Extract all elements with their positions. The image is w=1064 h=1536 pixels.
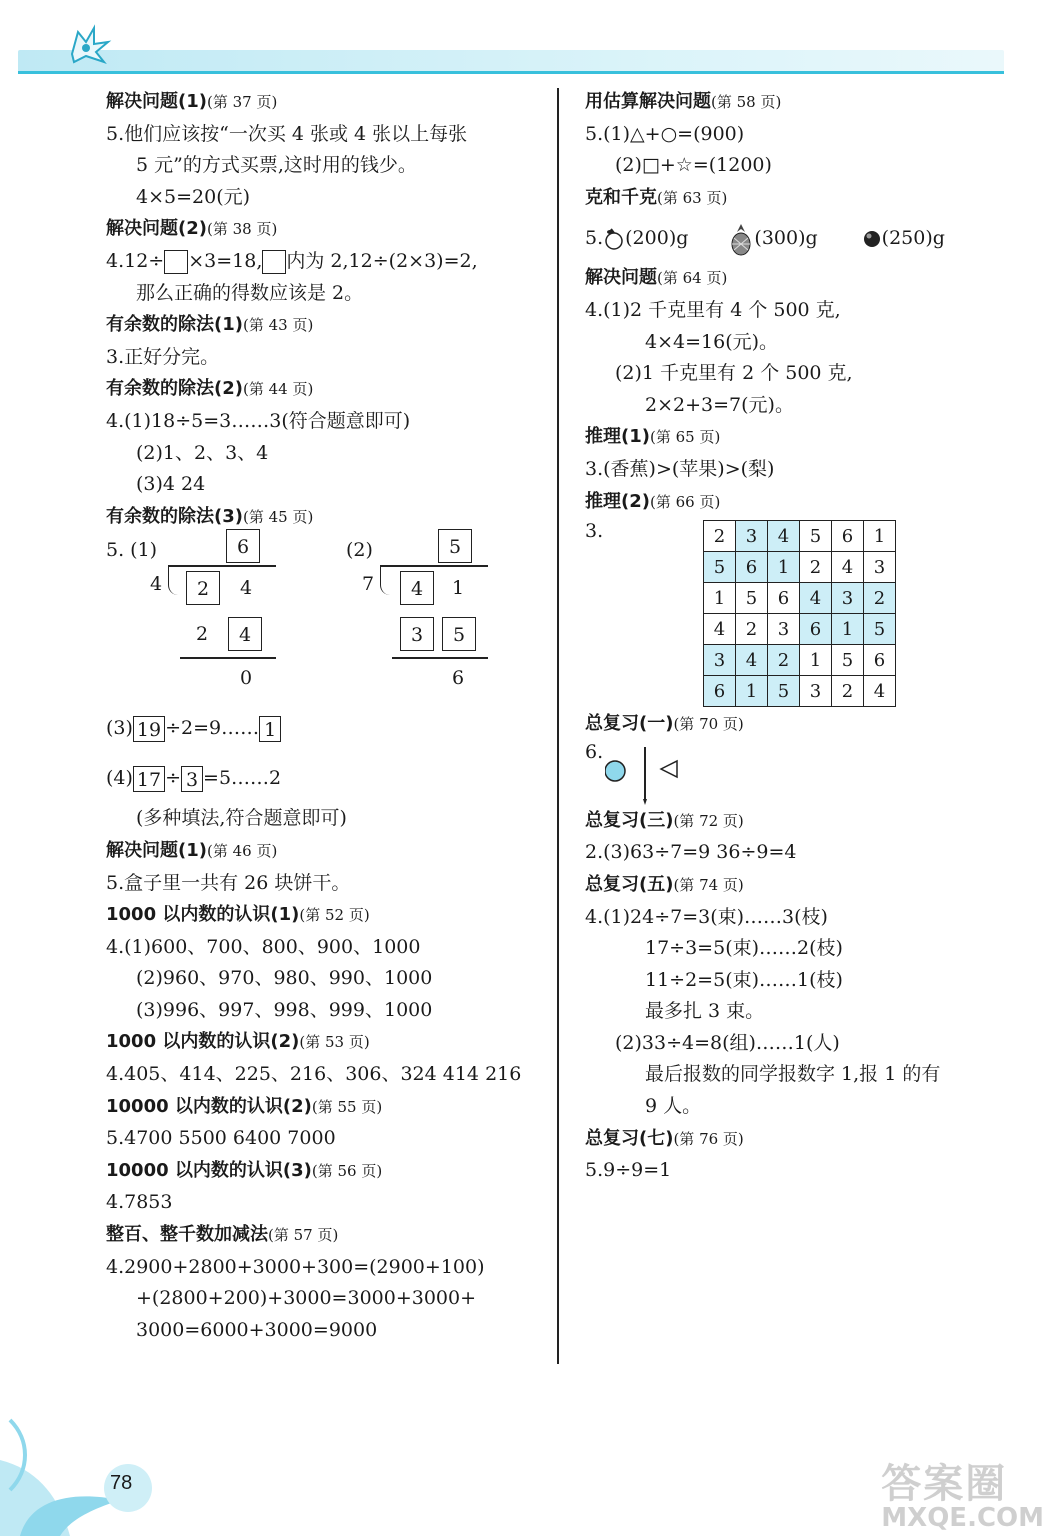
division-bracket — [168, 565, 179, 595]
star-logo-icon — [64, 24, 112, 64]
watermark-line2: MXQE.COM — [881, 1503, 1044, 1533]
grid-cell: 5 — [768, 676, 800, 707]
grid-cell: 4 — [864, 676, 896, 707]
subtraction-bar — [180, 657, 276, 659]
b3-box2: 1 — [259, 716, 281, 742]
answer-line: (2)1、2、3、4 — [136, 441, 269, 464]
heading-page: (第 70 页) — [673, 715, 744, 734]
quotient-box: 6 — [226, 529, 260, 563]
dividend-box: 4 — [400, 571, 434, 605]
answer-line: 最后报数的同学报数字 1,报 1 的有 — [645, 1063, 941, 1086]
heading-page: (第 43 页) — [242, 316, 314, 335]
grid-cell: 3 — [704, 645, 736, 676]
quotient-box: 5 — [438, 529, 472, 563]
fruit-prefix: 5. — [585, 227, 604, 250]
grid-cell: 3 — [832, 583, 864, 614]
section-heading — [585, 708, 1045, 741]
grid-cell: 2 — [704, 521, 736, 552]
watermark-line1: 答案圈 — [881, 1461, 1008, 1507]
grid-cell: 2 — [800, 552, 832, 583]
heading-page: (第 44 页) — [242, 380, 314, 399]
grid-row — [704, 614, 896, 645]
circle-shape — [605, 761, 625, 781]
heading-page: (第 45 页) — [242, 507, 314, 526]
heading-text: 总复习(一) — [585, 713, 674, 735]
grid-cell: 6 — [704, 676, 736, 707]
page-number: 78 — [110, 1472, 133, 1494]
answer-line: 3.(香蕉)>(苹果)>(梨) — [585, 457, 775, 480]
grid-row — [704, 645, 896, 676]
b4-post: =5……2 — [203, 767, 282, 790]
heading-page: (第 56 页) — [311, 1161, 383, 1180]
fruit-value-1: (200)g — [625, 227, 689, 250]
answer-line-q4 — [106, 246, 546, 278]
grid-cell: 5 — [704, 552, 736, 583]
b4-mid: ÷ — [165, 767, 182, 790]
product-box: 5 — [442, 617, 476, 651]
grid-cell: 6 — [768, 583, 800, 614]
answer-line: 4×4=16(元)。 — [645, 330, 779, 353]
section-heading — [106, 1219, 546, 1252]
column-divider — [557, 88, 559, 1364]
section-heading — [106, 1091, 546, 1124]
section-heading — [106, 309, 546, 342]
division-label-2: (2) — [346, 539, 373, 562]
grid-cell: 1 — [864, 521, 896, 552]
heading-text: 有余数的除法(2) — [106, 378, 243, 400]
heading-page: (第 53 页) — [299, 1033, 370, 1052]
answer-line: 4.(1)18÷5=3……3(符合题意即可) — [106, 409, 411, 432]
heading-text: 解决问题(1) — [106, 91, 207, 112]
grid-cell: 6 — [832, 521, 864, 552]
fruit-line — [585, 214, 1045, 262]
heading-text: 解决问题(1) — [106, 839, 207, 861]
answer-line: 4.7853 — [106, 1191, 173, 1214]
grid-cell: 4 — [704, 614, 736, 645]
heading-page: (第 65 页) — [649, 428, 721, 447]
q4-part-c: 内为 2,12÷(2×3)=2, — [286, 249, 478, 272]
header-band — [18, 50, 1004, 72]
heading-text: 用估算解决问题 — [585, 91, 711, 112]
boxed-equation — [106, 703, 546, 753]
answer-line: 4.2900+2800+3000+300=(2900+100) — [106, 1255, 485, 1278]
b3-mid: ÷2=9…… — [165, 717, 260, 740]
b4-box2: 3 — [181, 766, 203, 792]
section-heading — [585, 421, 1045, 454]
divisor: 4 — [150, 573, 163, 596]
section-heading — [106, 501, 546, 534]
subtraction-bar — [392, 657, 488, 659]
answer-line: 5.4700 5500 6400 7000 — [106, 1127, 336, 1150]
answer-line: (3)4 24 — [136, 473, 206, 496]
heading-text: 总复习(七) — [585, 1127, 674, 1149]
grid-cell: 5 — [800, 521, 832, 552]
heading-text: 推理(1) — [585, 426, 650, 448]
b4-pre: (4) — [106, 767, 133, 790]
grid-cell: 2 — [832, 676, 864, 707]
grid-row — [704, 676, 896, 707]
grid-cell: 4 — [736, 645, 768, 676]
heading-page: (第 76 页) — [673, 1129, 744, 1148]
long-division-area — [106, 533, 546, 703]
b4-box1: 17 — [133, 766, 165, 792]
answer-line: (3)996、997、998、999、1000 — [136, 998, 433, 1021]
grid-cell: 5 — [832, 645, 864, 676]
section-heading — [585, 182, 1045, 215]
grid-cell: 1 — [768, 552, 800, 583]
section-heading — [585, 486, 1045, 519]
sudoku-grid — [703, 520, 896, 707]
answer-line: 4.(1)24÷7=3(束)……3(枝) — [585, 905, 828, 928]
empty-box — [164, 250, 188, 274]
product-box: 4 — [228, 617, 262, 651]
answer-line: 9 人。 — [645, 1095, 702, 1118]
heading-text: 整百、整千数加减法 — [106, 1224, 268, 1246]
answer-line: 5.9÷9=1 — [585, 1159, 672, 1182]
grid-cell: 2 — [864, 583, 896, 614]
watermark — [881, 1452, 1044, 1533]
section-heading — [106, 1026, 546, 1059]
heading-text: 解决问题(2) — [106, 218, 207, 240]
grid-label: 3. — [585, 520, 604, 543]
divisor: 7 — [362, 573, 375, 596]
answer-line: 4.(1)600、700、800、900、1000 — [106, 935, 421, 958]
left-column — [106, 86, 546, 1346]
answer-line: 3000=6000+3000=9000 — [136, 1318, 378, 1341]
answer-line: (多种填法,符合题意即可) — [136, 807, 347, 830]
grid-cell: 6 — [800, 614, 832, 645]
answer-line: 4.(1)2 千克里有 4 个 500 克, — [585, 298, 841, 321]
remainder: 0 — [240, 667, 253, 690]
grid-cell: 1 — [736, 676, 768, 707]
answer-line: 2×2+3=7(元)。 — [645, 393, 794, 416]
grid-cell: 5 — [864, 614, 896, 645]
section-heading — [585, 262, 1045, 295]
empty-box — [262, 250, 286, 274]
fruit-value-3: (250)g — [881, 227, 945, 250]
answer-line: 5.他们应该按“一次买 4 张或 4 张以上每张 — [106, 122, 468, 145]
heading-page: (第 57 页) — [268, 1226, 339, 1245]
grid-cell: 4 — [832, 552, 864, 583]
section-heading — [106, 373, 546, 406]
grid-cell: 1 — [800, 645, 832, 676]
grid-cell: 3 — [768, 614, 800, 645]
q4-part-a: 4.12÷ — [106, 249, 165, 272]
heading-text: 10000 以内数的认识(2) — [106, 1095, 312, 1117]
grid-cell: 4 — [768, 521, 800, 552]
answer-line: 5.盒子里一共有 26 块饼干。 — [106, 871, 351, 894]
section-heading — [106, 899, 546, 932]
heading-page: (第 52 页) — [299, 906, 370, 925]
product-box-extra: 3 — [400, 617, 434, 651]
section-heading — [585, 869, 1045, 902]
heading-page: (第 72 页) — [673, 811, 744, 830]
division-bracket — [380, 565, 391, 595]
answer-line: 4×5=20(元) — [136, 185, 251, 208]
answer-line: (2)960、970、980、990、1000 — [136, 967, 433, 990]
axis-arrow-icon — [643, 799, 647, 805]
answer-line: 11÷2=5(束)……1(枝) — [645, 968, 843, 991]
symmetry-label: 6. — [585, 740, 604, 763]
symmetry-figure — [605, 741, 725, 805]
b3-pre: (3) — [106, 717, 133, 740]
section-heading — [106, 1155, 546, 1188]
heading-page: (第 58 页) — [711, 93, 782, 111]
division-bar — [168, 565, 276, 567]
grid-cell: 6 — [736, 552, 768, 583]
heading-page: (第 66 页) — [649, 492, 721, 511]
heading-page: (第 46 页) — [206, 841, 278, 860]
section-heading — [585, 1123, 1045, 1156]
heading-text: 10000 以内数的认识(3) — [106, 1159, 312, 1181]
dividend-digit: 1 — [452, 577, 465, 600]
heading-page: (第 63 页) — [657, 188, 728, 207]
answer-line: 5 元”的方式买票,这时用的钱少。 — [136, 154, 417, 177]
heading-page: (第 37 页) — [206, 93, 278, 111]
heading-text: 总复习(三) — [585, 809, 674, 831]
heading-text: 有余数的除法(3) — [106, 505, 243, 527]
answer-line: (2)33÷4=8(组)……1(人) — [615, 1031, 840, 1054]
section-heading — [585, 805, 1045, 838]
grid-cell: 3 — [800, 676, 832, 707]
answer-line: 5.(1)△+○=(900) — [585, 122, 745, 145]
triangle-shape — [661, 761, 677, 777]
heading-text: 解决问题 — [585, 267, 657, 289]
grid-cell: 6 — [864, 645, 896, 676]
answer-line: +(2800+200)+3000=3000+3000+ — [136, 1287, 477, 1310]
product-digit: 2 — [196, 623, 209, 646]
division-label-1: 5. (1) — [106, 539, 158, 562]
orange-icon — [862, 227, 882, 249]
leaf-decoration-icon — [0, 1400, 200, 1536]
grid-cell: 4 — [800, 583, 832, 614]
grid-cell: 2 — [736, 614, 768, 645]
right-column — [585, 86, 1045, 1187]
answer-line: 17÷3=5(束)……2(枝) — [645, 937, 843, 960]
q4-part-b: ×3=18, — [188, 249, 263, 272]
answer-line: 最多扎 3 束。 — [645, 1000, 765, 1023]
heading-text: 1000 以内数的认识(2) — [106, 1031, 300, 1053]
section-heading — [106, 835, 546, 868]
pineapple-icon — [728, 227, 754, 249]
grid-cell: 2 — [768, 645, 800, 676]
apple-icon — [603, 227, 625, 249]
fruit-value-2: (300)g — [754, 227, 818, 250]
heading-text: 总复习(五) — [585, 873, 674, 895]
answer-line: 那么正确的得数应该是 2。 — [136, 281, 364, 304]
answer-line: 3.正好分完。 — [106, 345, 220, 368]
heading-text: 克和千克 — [585, 186, 657, 208]
division-bar — [380, 565, 488, 567]
grid-cell: 3 — [736, 521, 768, 552]
grid-cell: 5 — [736, 583, 768, 614]
grid-row — [704, 583, 896, 614]
grid-row — [704, 552, 896, 583]
dividend-digit: 4 — [240, 577, 253, 600]
grid-cell: 1 — [832, 614, 864, 645]
heading-page: (第 64 页) — [657, 269, 728, 288]
section-heading — [106, 86, 546, 119]
section-heading — [585, 86, 1045, 119]
heading-page: (第 38 页) — [206, 220, 278, 239]
heading-text: 有余数的除法(1) — [106, 314, 243, 336]
grid-row — [704, 521, 896, 552]
section-heading — [106, 213, 546, 246]
symmetry-area — [585, 741, 1045, 805]
b3-box1: 19 — [133, 716, 165, 742]
heading-page: (第 55 页) — [311, 1097, 383, 1116]
answer-line: 4.405、414、225、216、306、324 414 216 — [106, 1063, 522, 1086]
remainder: 6 — [452, 667, 465, 690]
grid-cell: 1 — [704, 583, 736, 614]
boxed-equation — [106, 753, 546, 803]
header-rule — [18, 71, 1004, 74]
sudoku-area — [585, 518, 1045, 708]
heading-page: (第 74 页) — [673, 875, 744, 894]
heading-text: 1000 以内数的认识(1) — [106, 904, 300, 926]
answer-line: (2)□+☆=(1200) — [615, 154, 772, 177]
answer-line: (2)1 千克里有 2 个 500 克, — [615, 362, 853, 385]
grid-cell: 3 — [864, 552, 896, 583]
dividend-box: 2 — [186, 571, 220, 605]
answer-line: 2.(3)63÷7=9 36÷9=4 — [585, 841, 797, 864]
heading-text: 推理(2) — [585, 490, 650, 512]
